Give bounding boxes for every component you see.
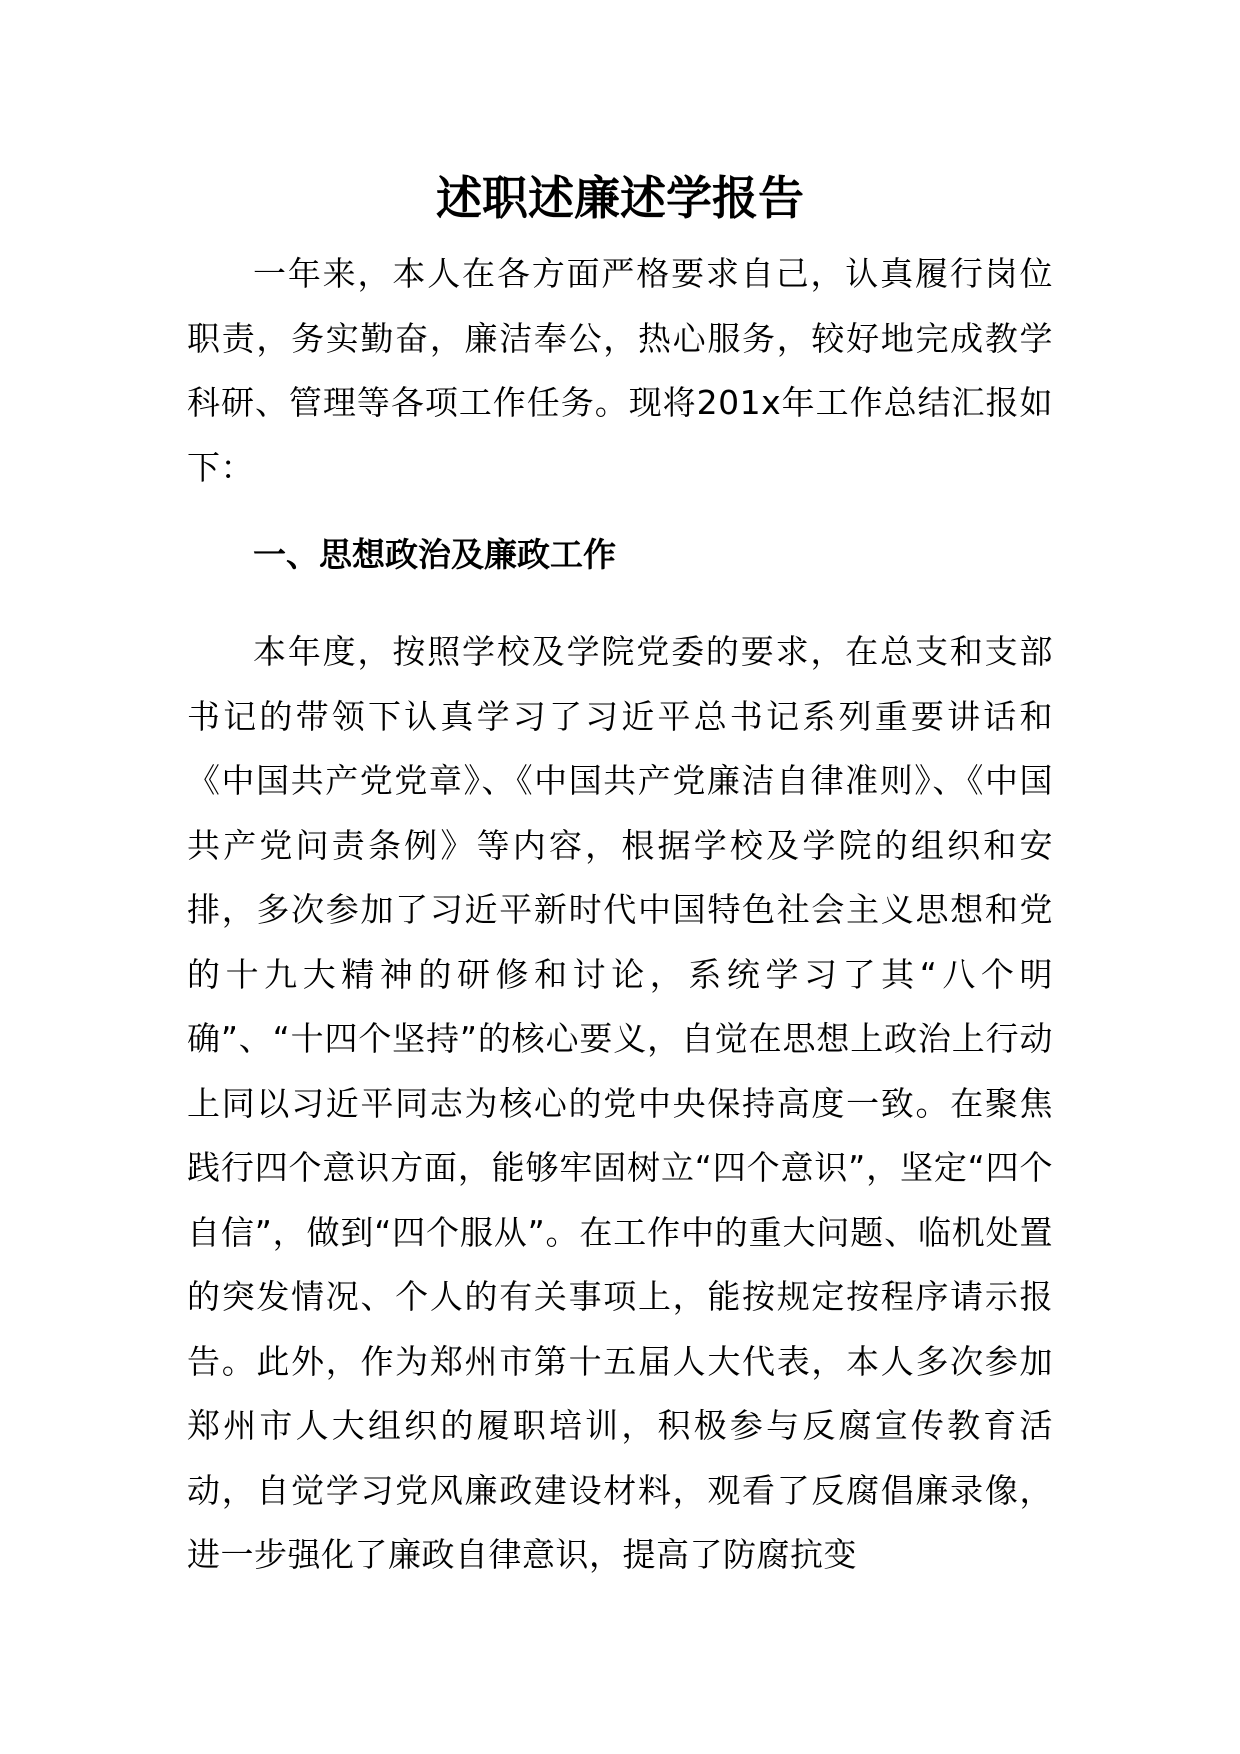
section-paragraph: 本年度，按照学校及学院党委的要求，在总支和支部书记的带领下认真学习了习近平总书记系列重要讲话和《中国共产党党章》、《中国共产党廉洁自律准则》、《中国共产党问责条例》等内容，根据学校及学院的组织和安排，多次参加了习近平新时代中国特色社会主义思想和党的十九大精神的研修和讨论，系统学习了其“八个明确”、“十四个坚持”的核心要义，自觉在思想上政治上行动上同以习近平同志为核心的党中央保持高度一致。在聚焦践行四个意识方面，能够牢固树立“四个意识”，坚定“四个自信”，做到“四个服从”。在工作中的重大问题、临机处置的突发情况、个人的有关事项上，能按规定按程序请示报告。此外，作为郑州市第十五届人大代表，本人多次参加郑州市人大组织的履职培训，积极参与反腐宣传教育活动，自觉学习党风廉政建设材料，观看了反腐倡廉录像，进一步强化了廉政自律意识，提高了防腐抗变: [187, 632, 1053, 1574]
document-title: 述职述廉述学报告: [436, 171, 804, 225]
intro-paragraph: 一年来，本人在各方面严格要求自己，认真履行岗位职责，务实勤奋，廉洁奉公，热心服务，较好地完成教学科研、管理等各项工作任务。现将201x年工作总结汇报如下：: [187, 254, 1053, 487]
section-heading: 一、思想政治及廉政工作: [253, 535, 616, 574]
